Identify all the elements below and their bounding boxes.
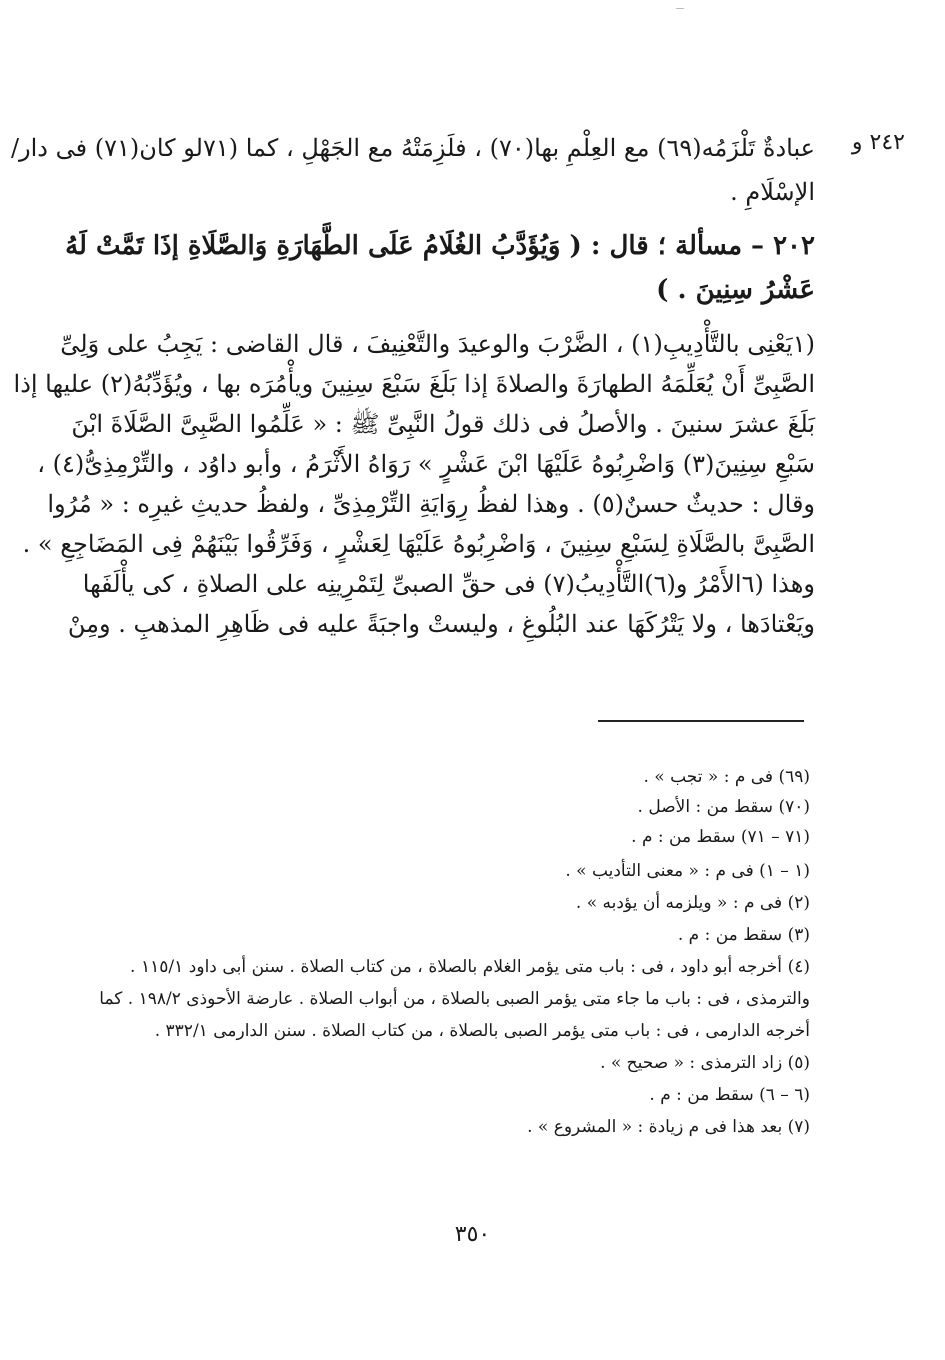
issue-heading-line: ٢٠٢ – مسألة ؛ قال : ( وَيُؤَدَّبُ الغُلَامُ عَلَى الطَّهَارَةِ وَالصَّلَاةِ إذَا تَمَّتْ لَهُ	[65, 231, 815, 261]
body-line: الصَّبِىِّ أَنْ يُعَلِّمَهُ الطهارَةَ والصلاةَ إذا بَلَغَ سَبْعَ سِنِينَ ويأْمُرَه بها ، ويُؤَدِّبُهُ(٢) عليها إذا	[13, 370, 815, 398]
body-line: ويَعْتادَها ، ولا يَتْرُكَهَا عند البُلُوغِ ، وليستْ واجبَةً عليه فى ظَاهِرِ المذهبِ . ومِنْ	[67, 610, 815, 638]
footnote-continuation: أخرجه الدارمى ، فى : باب متى يؤمر الصبى بالصلاة ، من كتاب الصلاة . سنن الدارمى ٣٣٢/١ .	[154, 1021, 810, 1041]
body-line: (١يَعْنِى بالتَّأْدِيبِ(١) ، الضَّرْبَ والوعيدَ والتَّعْنِيفَ ، قال القاضى : يَجِبُ على وَلِىِّ	[60, 330, 815, 358]
body-line: سَبْعِ سِنِينَ(٣) وَاضْرِبُوهُ عَلَيْهَا ابْنَ عَشْرٍ » رَوَاهُ الأَثْرَمُ ، وأبو داوُد ، والتِّرْمِذِىُّ(٤) ،	[37, 450, 815, 478]
footnote: (٧١ – ٧١) سقط من : م .	[631, 827, 810, 847]
footnote: (٧٠) سقط من : الأصل .	[637, 797, 810, 817]
body-line: بَلَغَ عشرَ سنينَ . والأصلُ فى ذلك قولُ النَّبِىِّ ﷺ : « عَلِّمُوا الصَّبِىَّ الصَّلَاةَ ابْنَ	[71, 410, 815, 438]
footnote-separator	[598, 720, 804, 722]
body-line: وهذا (٦الأَمْرُ و(٦)التَّأْدِيبُ(٧) فى حقِّ الصبىِّ لِتَمْرِينِه على الصلاةِ ، كى يأْلَفَها	[82, 570, 815, 598]
body-line: الصَّبِىَّ بالصَّلَاةِ لِسَبْعِ سِنِينَ ، وَاضْرِبُوهُ عَلَيْهَا لِعَشْرٍ ، وَفَرِّقُوا بَيْنَهُمْ فِى المَضَاجِعِ » .	[22, 530, 815, 558]
footnote-continuation: والترمذى ، فى : باب ما جاء متى يؤمر الصبى بالصلاة ، من أبواب الصلاة . عارضة الأحوذى ١٩٨/٢ . كما	[99, 989, 810, 1009]
issue-heading-line: عَشْرُ سِنِينَ . )	[656, 275, 815, 305]
footnote: (٥) زاد الترمذى : « صحيح » .	[600, 1053, 810, 1073]
page-number: ٣٥٠	[454, 1222, 491, 1247]
footnote: (١ – ١) فى م : « معنى التأديب » .	[565, 861, 810, 881]
body-line: وقال : حديثٌ حسنٌ(٥) . وهذا لفظُ رِوَايَةِ التِّرْمِذِىِّ ، ولفظُ حديثِ غيرِه : « مُرُوا	[47, 490, 815, 518]
folio-margin-note: ٢٤٢ و	[851, 130, 905, 155]
footnote: (٤) أخرجه أبو داود ، فى : باب متى يؤمر الغلام بالصلاة ، من كتاب الصلاة . سنن أبى داود ١١٥/١ .	[130, 957, 810, 977]
footnote: (٦٩) فى م : « تجب » .	[643, 767, 810, 787]
footnote: (٦ – ٦) سقط من : م .	[649, 1085, 810, 1105]
footnote: (٣) سقط من : م .	[677, 925, 810, 945]
body-line: الإسْلَامِ .	[730, 178, 815, 206]
footnote: (٧) بعد هذا فى م زيادة : « المشروع » .	[527, 1117, 810, 1137]
scan-speck	[676, 8, 684, 9]
footnote: (٢) فى م : « ويلزمه أن يؤدبه » .	[575, 893, 810, 913]
body-line: عبادةٌ تَلْزَمُه(٦٩) مع العِلْمِ بها(٧٠) ، فلَزِمَتْهُ مع الجَهْلِ ، كما (٧١لو كان(٧١) فى دار/	[10, 134, 815, 162]
